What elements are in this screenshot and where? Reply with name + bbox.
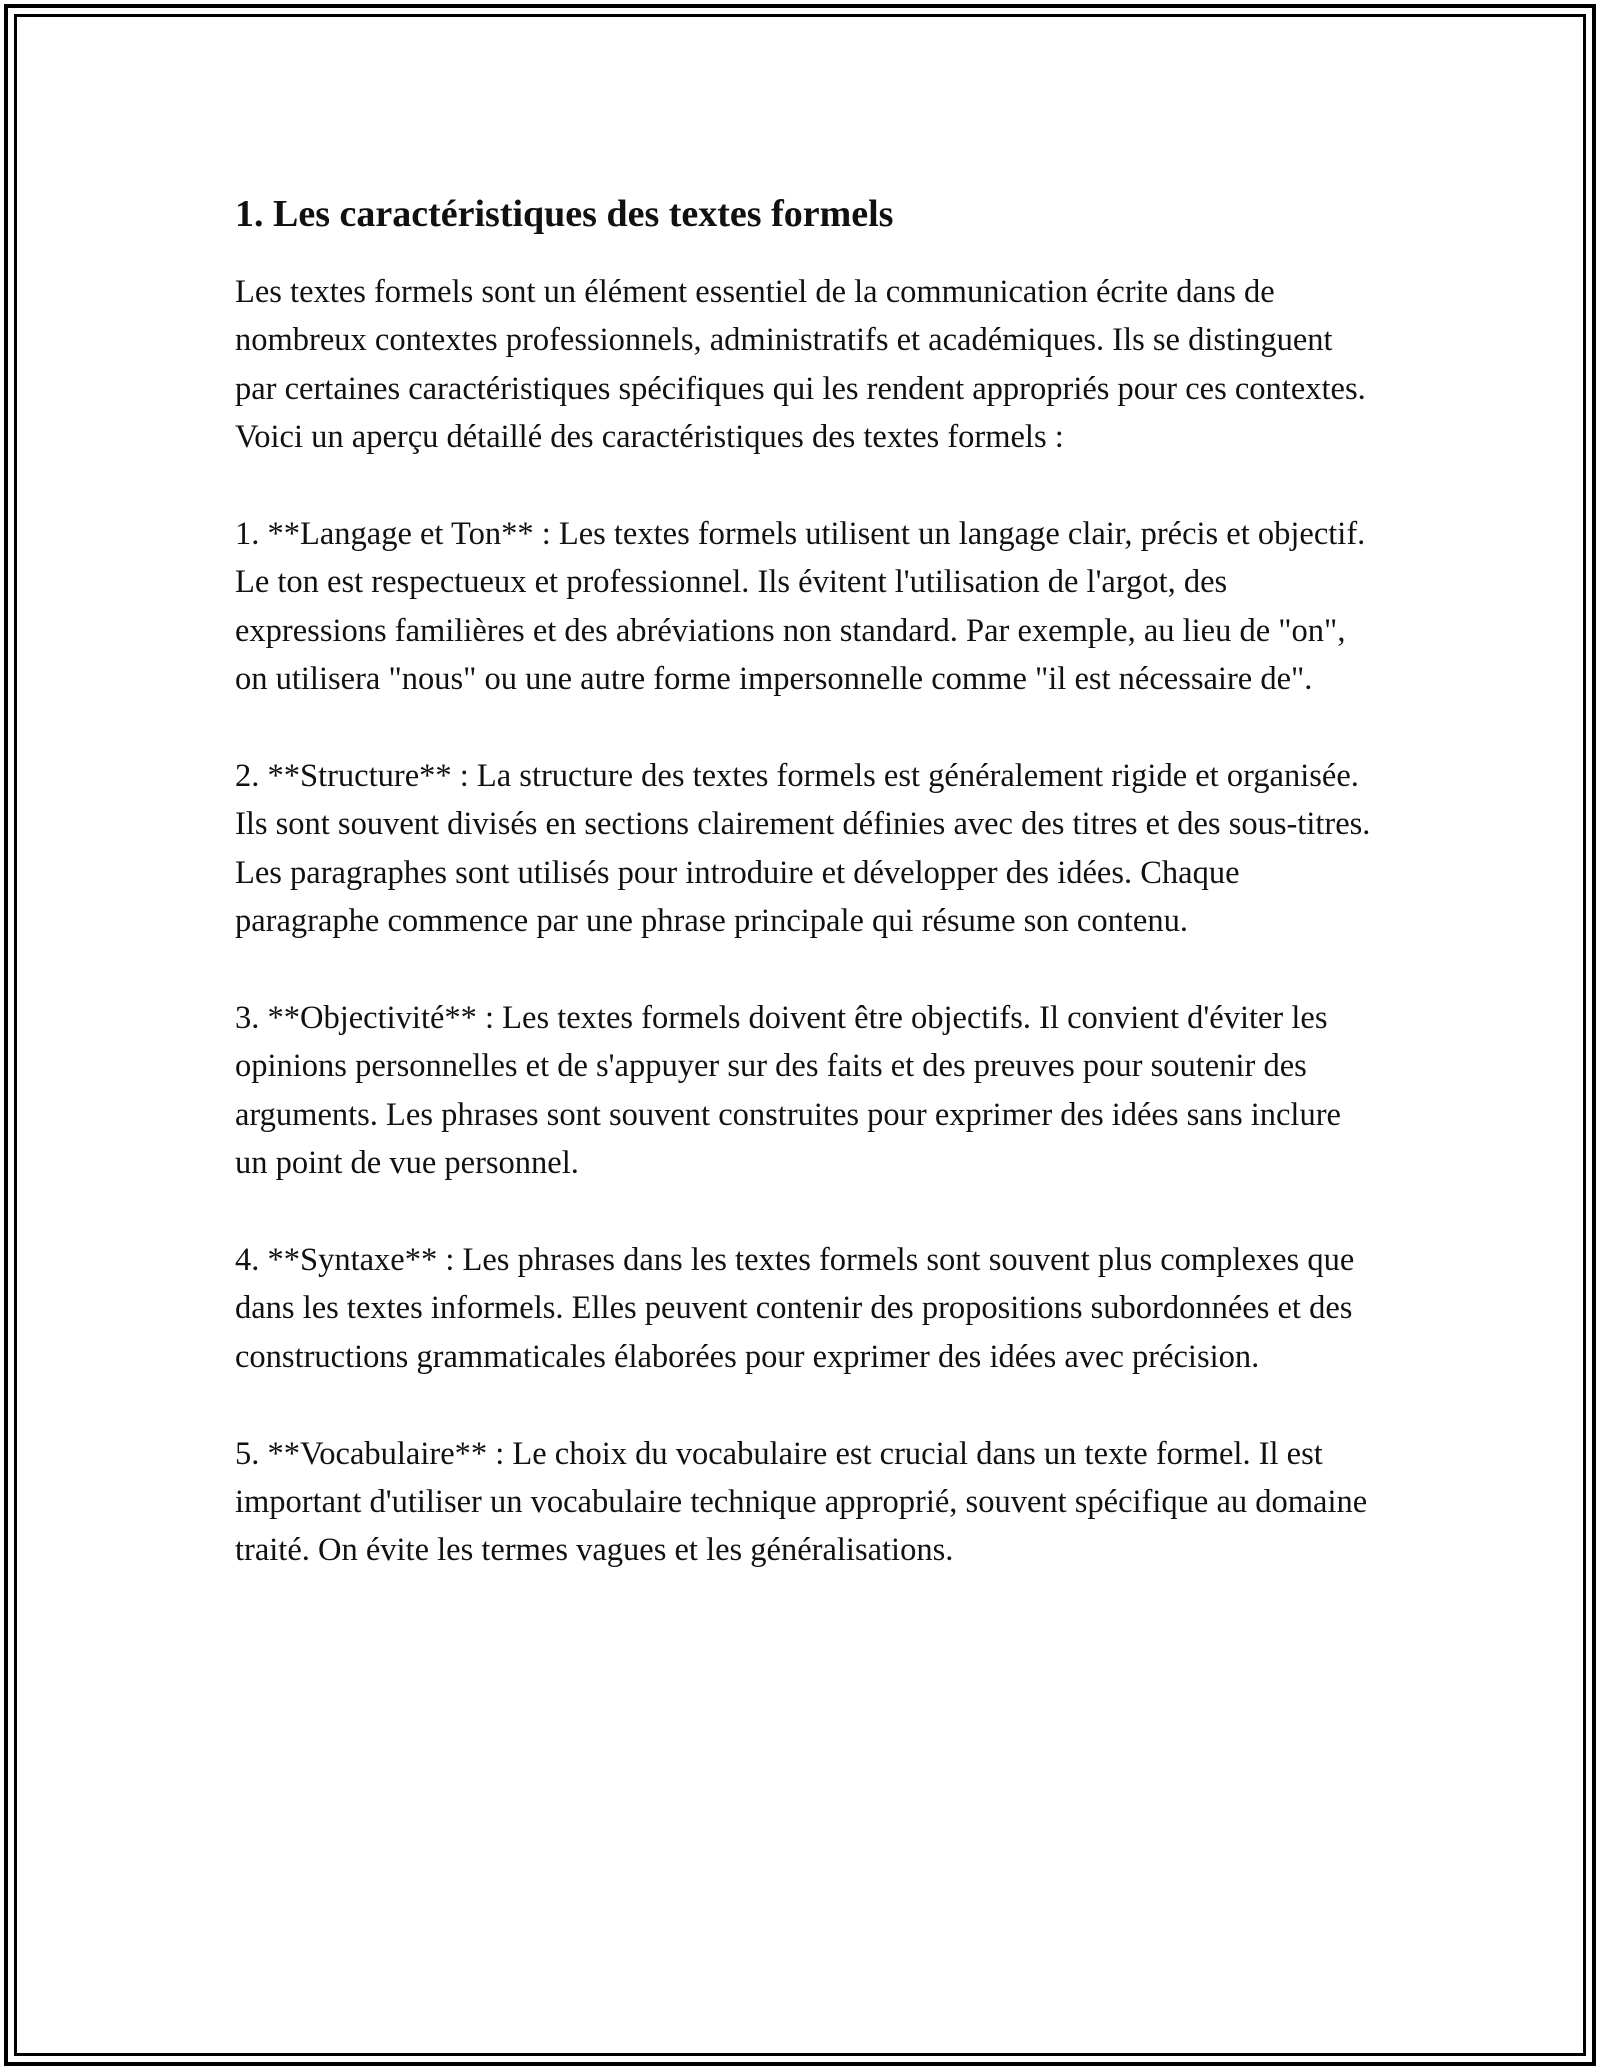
intro-paragraph: Les textes formels sont un élément essentiel de la communication écrite dans de nombreux contextes professionnels, administratifs et académiques. Ils se distinguent par certaines caractéristiques spécifiques qui les rendent appropriés pour ces contextes. Voici un aperçu détaillé des caractéristiques des textes formels : xyxy=(235,274,1366,456)
document-body xyxy=(235,188,1380,1623)
paragraph-langage-et-ton: 1. **Langage et Ton** : Les textes formels utilisent un langage clair, précis et objectif. Le ton est respectueux et professionnel. Ils évitent l'utilisation de l'argot, des expressions familières et des abréviations non standard. Par exemple, au lieu de "on", on utilisera "nous" ou une autre forme impersonnelle comme "il est nécessaire de". xyxy=(235,516,1366,698)
paragraph-syntaxe: 4. **Syntaxe** : Les phrases dans les textes formels sont souvent plus complexes que dans les textes informels. Elles peuvent contenir des propositions subordonnées et des constructions grammaticales élaborées pour exprimer des idées avec précision. xyxy=(235,1242,1355,1375)
paragraph-objectivite: 3. **Objectivité** : Les textes formels doivent être objectifs. Il convient d'éviter les opinions personnelles et de s'appuyer sur des faits et des preuves pour soutenir des arguments. Les phrases sont souvent construites pour exprimer des idées sans inclure un point de vue personnel. xyxy=(235,1000,1341,1182)
section-title: 1. Les caractéristiques des textes formels xyxy=(235,193,894,235)
paragraph-structure: 2. **Structure** : La structure des textes formels est généralement rigide et organisée. Ils sont souvent divisés en sections clairement définies avec des titres et des sous-titres. Les paragraphes sont utilisés pour introduire et développer des idées. Chaque paragraphe commence par une phrase principale qui résume son contenu. xyxy=(235,758,1371,940)
paragraph-vocabulaire: 5. **Vocabulaire** : Le choix du vocabulaire est crucial dans un texte formel. Il est important d'utiliser un vocabulaire technique approprié, souvent spécifique au domaine traité. On évite les termes vagues et les généralisations. xyxy=(235,1435,1368,1569)
